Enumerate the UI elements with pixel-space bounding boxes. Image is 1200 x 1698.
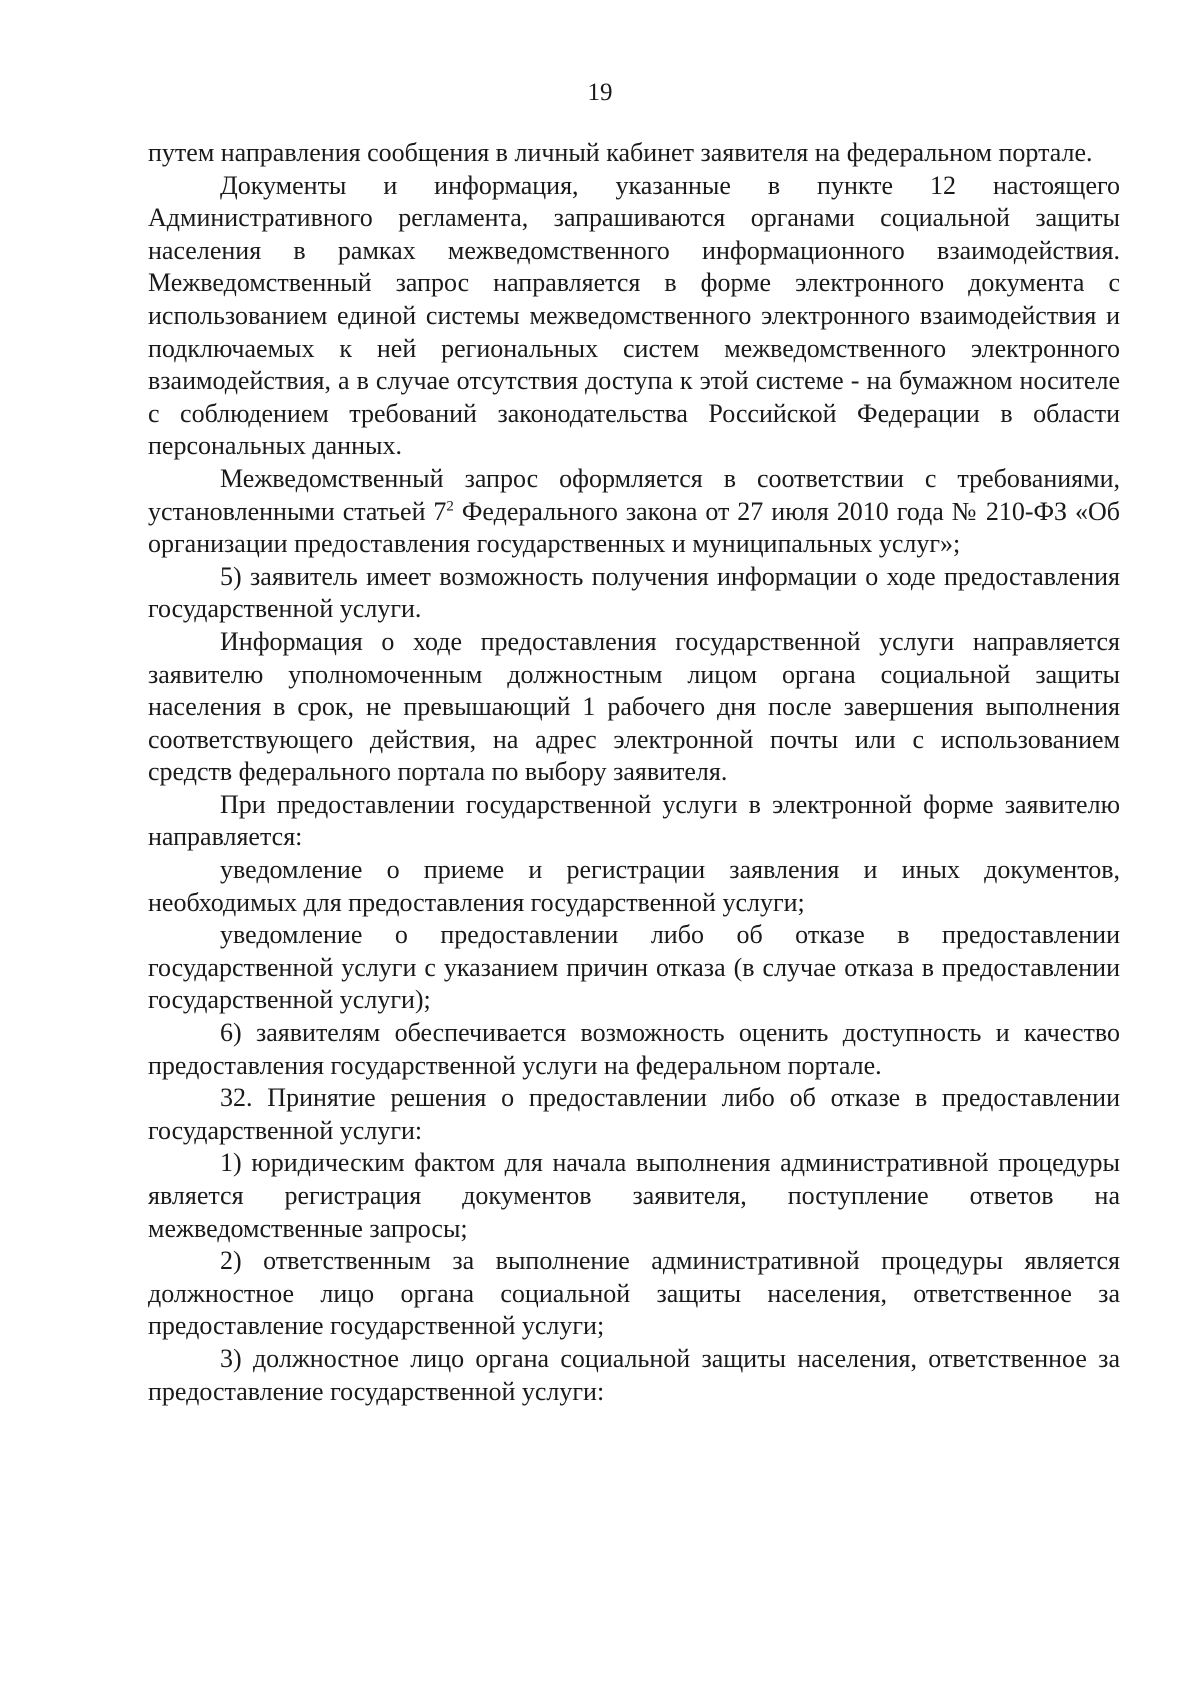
paragraph-item-3: 3) должностное лицо органа социальной защиты населения, ответственное за предоставление государственной услуги: (148, 1343, 1120, 1406)
paragraph-interagency-request (148, 463, 1120, 561)
paragraph-notification-decision: уведомление о предоставлении либо об отказе в предоставлении государственной услуги с указанием причин отказа (в случае отказа в предоставлении государственной услуги); (148, 920, 1120, 1015)
paragraph-electronic-form: При предоставлении государственной услуги в электронной форме заявителю направляется: (148, 789, 1120, 852)
paragraph-interagency-documents: Документы и информация, указанные в пункте 12 настоящего Административного регламента, запрашиваются органами социальной защиты населения в рамках межведомственного информационного взаимодействия. Межведомственный запрос направляется в форме электронного документа с использованием единой системы межведомственного электронного взаимодействия и подключаемых к ней региональных систем межведомственного электронного взаимодействия, а в случае отсутствия доступа к этой системе - на бумажном носителе с соблюдением требований законодательства Российской Федерации в области персональных данных. (148, 170, 1120, 461)
paragraph-item-1: 1) юридическим фактом для начала выполнения административной процедуры является регистрация документов заявителя, поступление ответов на межведомственные запросы; (148, 1148, 1120, 1243)
paragraph-item-5: 5) заявитель имеет возможность получения информации о ходе предоставления государственной услуги. (148, 561, 1120, 624)
page-number: 19 (587, 79, 613, 106)
paragraph-text-after: Федерального закона от 27 июля 2010 года № 210-ФЗ «Об организации предоставления государственных и муниципальных услуг»; (148, 496, 1120, 559)
paragraph-continuation: путем направления сообщения в личный кабинет заявителя на федеральном портале. (148, 138, 1093, 167)
paragraph-notification-receipt: уведомление о приеме и регистрации заявления и иных документов, необходимых для предоставления государственной услуги; (148, 855, 1120, 917)
paragraph-section-32: 32. Принятие решения о предоставлении либо об отказе в предоставлении государственной услуги: (148, 1083, 1120, 1145)
paragraph-item-6: 6) заявителям обеспечивается возможность оценить доступность и качество предоставления государственной услуги на федеральном портале. (148, 1018, 1120, 1080)
paragraph-item-2: 2) ответственным за выполнение административной процедуры является должностное лицо органа социальной защиты населения, ответственное за предоставление государственной услуги; (148, 1246, 1120, 1341)
article-superscript: 2 (446, 497, 454, 514)
paragraph-progress-information: Информация о ходе предоставления государственной услуги направляется заявителю уполномоченным должностным лицом органа социальной защиты населения в срок, не превышающий 1 рабочего дня после завершения выполнения соответствующего действия, на адрес электронной почты или с использованием средств федерального портала по выбору заявителя. (148, 626, 1120, 787)
paragraph-text-before: Межведомственный запрос оформляется в соответствии с требованиями, установленными статьей 7 (148, 463, 1120, 526)
document-body (148, 137, 1120, 1408)
